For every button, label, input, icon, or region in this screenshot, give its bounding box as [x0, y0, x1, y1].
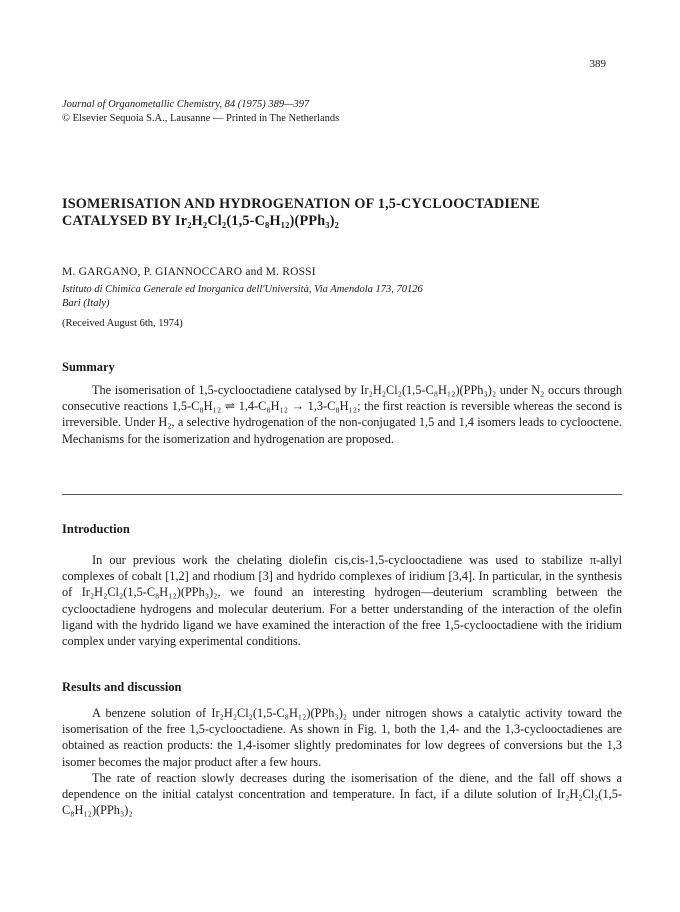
introduction-body — [62, 552, 622, 649]
results-paragraph-1: A benzene solution of Ir₂H₂Cl₂(1,5-C₈H₁₂)(PPh₃)₂ under nitrogen shows a catalytic activity toward the isomerisation of the free 1,5-cyclooctadiene. As shown in Fig. 1, both the 1,4- and the 1,3-cyclooctadienes are obtained as reaction products: the 1,4-isomer slightly predominates for low degrees of conversions but the 1,3 isomer becomes the major product after a few hours. — [62, 706, 622, 769]
title-line-2 — [62, 213, 622, 230]
introduction-heading: Introduction — [62, 522, 130, 536]
results-heading: Results and discussion — [62, 680, 182, 694]
summary-heading: Summary — [62, 360, 115, 374]
title-catalyst: Ir₂H₂Cl₂(1,5-C₈H₁₂)(PPh₃)₂ — [174, 213, 340, 229]
institution-line-2: Bari (Italy) — [62, 298, 110, 309]
authors: M. GARGANO, P. GIANNOCCARO and M. ROSSI — [62, 266, 316, 278]
page-number: 389 — [589, 58, 606, 70]
journal-citation — [62, 98, 339, 126]
institution-line-1: Istituto di Chimica Generale ed Inorganica dell'Università, Via Amendola 173, 70126 — [62, 284, 423, 295]
summary-body — [62, 382, 622, 447]
summary-text: The isomerisation of 1,5-cyclooctadiene catalysed by Ir₂H₂Cl₂(1,5-C₈H₁₂)(PPh₃)₂ under N₂ occurs through consecutive reactions 1,5-C₈H₁₂ ⇌ 1,4-C₈H₁₂ → 1,3-C₈H₁₂; the first reaction is reversible whereas the second is irreversible. Under H₂, a selective hydrogenation of the non-conjugated 1,5 and 1,4 isomers leads to cyclooctene. Mechanisms for the isomerization and hydrogenation are proposed. — [62, 383, 622, 446]
title-line-1: ISOMERISATION AND HYDROGENATION OF 1,5-CYCLOOCTADIENE — [62, 196, 540, 212]
article-title — [62, 196, 622, 230]
journal-reference: Journal of Organometallic Chemistry, 84 (1975) 389—397 — [62, 99, 310, 110]
introduction-text: In our previous work the chelating diolefin cis,cis-1,5-cyclooctadiene was used to stabilize π-allyl complexes of cobalt [1,2] and rhodium [3] and hydrido complexes of iridium [3,4]. In particular, in the synthesis of Ir₂H₂Cl₂(1,5-C₈H₁₂)(PPh₃)₂, we found an interesting hydrogen—deuterium scrambling between the cyclooctadiene hydrogens and molecular deuterium. For a better understanding of the interaction of the olefin ligand with the hydrido ligand we have examined the interaction of the free 1,5-cyclooctadiene with the iridium complex under varying experimental conditions. — [62, 553, 622, 649]
divider — [62, 494, 622, 495]
received-date: (Received August 6th, 1974) — [62, 318, 183, 329]
institution — [62, 283, 622, 311]
results-body — [62, 705, 622, 818]
title-prefix: CATALYSED BY — [62, 213, 175, 229]
publisher-line: © Elsevier Sequoia S.A., Lausanne — Printed in The Netherlands — [62, 113, 340, 124]
results-paragraph-2: The rate of reaction slowly decreases during the isomerisation of the diene, and the fall off shows a dependence on the initial catalyst concentration and temperature. In fact, if a dilute solution of Ir₂H₂Cl₂(1,5-C₈H₁₂)(PPh₃)₂ — [62, 770, 622, 818]
